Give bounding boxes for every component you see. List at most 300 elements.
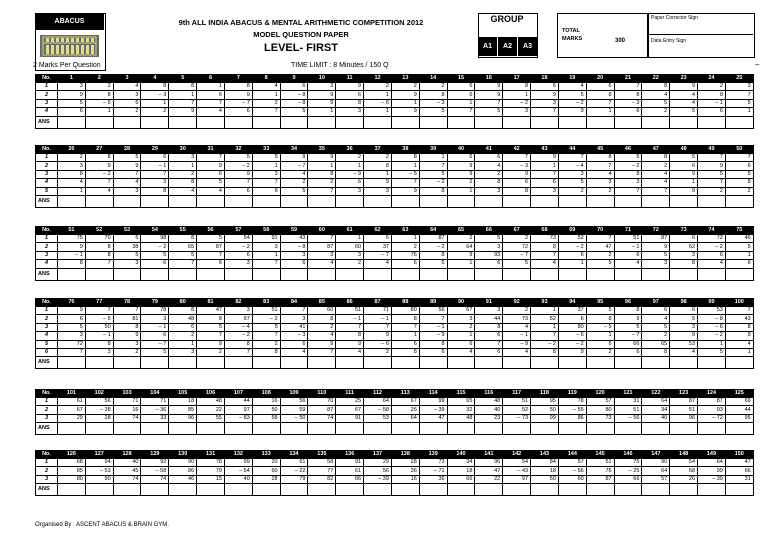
number-row <box>36 332 754 340</box>
answer-cell[interactable] <box>85 484 113 496</box>
answer-cell[interactable] <box>475 357 503 369</box>
question-value: 8 <box>85 91 113 99</box>
answer-cell[interactable] <box>531 116 559 128</box>
question-value: 7 <box>725 307 753 315</box>
answer-cell[interactable] <box>224 268 252 280</box>
question-number: 40 <box>447 146 475 154</box>
answer-cell[interactable] <box>670 357 698 369</box>
question-value: 51 <box>614 235 642 243</box>
answer-cell[interactable] <box>558 423 586 435</box>
question-value: 4 <box>531 260 559 268</box>
answer-cell[interactable] <box>308 195 336 207</box>
answer-cell[interactable] <box>197 195 225 207</box>
answer-cell[interactable] <box>308 116 336 128</box>
answer-cell[interactable] <box>169 423 197 435</box>
answer-cell[interactable] <box>58 423 86 435</box>
answer-cell[interactable] <box>475 268 503 280</box>
answer-cell[interactable] <box>197 116 225 128</box>
question-value: 3 <box>308 83 336 91</box>
question-value: 66 <box>614 340 642 348</box>
answer-cell[interactable] <box>642 268 670 280</box>
answer-cell[interactable] <box>224 484 252 496</box>
answer-cell[interactable] <box>169 268 197 280</box>
answer-cell[interactable] <box>336 195 364 207</box>
answer-cell[interactable] <box>558 484 586 496</box>
question-number: 8 <box>252 75 280 83</box>
question-value: 7 <box>419 162 447 170</box>
question-value: 37 <box>364 243 392 251</box>
answer-cell[interactable] <box>113 268 141 280</box>
answer-cell[interactable] <box>558 357 586 369</box>
answer-cell[interactable] <box>58 268 86 280</box>
row-label: 3 <box>36 323 58 331</box>
answer-cell[interactable] <box>308 268 336 280</box>
question-value: 4 <box>614 260 642 268</box>
answer-row <box>36 484 754 496</box>
question-block <box>35 74 754 129</box>
header-row <box>36 75 754 83</box>
answer-cell[interactable] <box>642 423 670 435</box>
question-number: 4 <box>141 75 169 83</box>
answer-cell[interactable] <box>503 423 531 435</box>
answer-cell[interactable] <box>447 357 475 369</box>
question-value: 7 <box>531 170 559 178</box>
answer-cell[interactable] <box>364 195 392 207</box>
answer-cell[interactable] <box>558 268 586 280</box>
answer-cell[interactable] <box>503 484 531 496</box>
answer-cell[interactable] <box>141 195 169 207</box>
question-value: 8 <box>85 154 113 162</box>
question-block <box>35 226 754 281</box>
number-row <box>36 91 754 99</box>
answer-cell[interactable] <box>252 268 280 280</box>
answer-cell[interactable] <box>169 116 197 128</box>
answer-cell[interactable] <box>614 116 642 128</box>
answer-cell[interactable] <box>364 268 392 280</box>
answer-cell[interactable] <box>280 357 308 369</box>
answer-cell[interactable] <box>725 268 753 280</box>
question-value: 5 <box>224 154 252 162</box>
answer-cell[interactable] <box>280 195 308 207</box>
no-label: No. <box>36 299 58 307</box>
answer-cell[interactable] <box>141 116 169 128</box>
answer-cell[interactable] <box>169 357 197 369</box>
question-value: 60 <box>252 467 280 475</box>
answer-cell[interactable] <box>308 423 336 435</box>
question-value: – 83 <box>224 414 252 422</box>
question-number: 83 <box>252 299 280 307</box>
answer-cell[interactable] <box>419 357 447 369</box>
question-value: 5 <box>113 251 141 259</box>
answer-cell[interactable] <box>642 195 670 207</box>
answer-cell[interactable] <box>586 357 614 369</box>
answer-cell[interactable] <box>58 357 86 369</box>
answer-cell[interactable] <box>586 195 614 207</box>
answer-cell[interactable] <box>642 484 670 496</box>
question-value: 47 <box>586 243 614 251</box>
answer-cell[interactable] <box>391 484 419 496</box>
question-number: 109 <box>280 390 308 398</box>
answer-cell[interactable] <box>252 116 280 128</box>
answer-cell[interactable] <box>531 195 559 207</box>
question-value: 4 <box>113 83 141 91</box>
question-value: 58 <box>308 459 336 467</box>
question-number: 36 <box>336 146 364 154</box>
answer-cell[interactable] <box>614 195 642 207</box>
question-value: 5 <box>419 108 447 116</box>
question-value: 2 <box>308 179 336 187</box>
answer-cell[interactable] <box>447 116 475 128</box>
question-value: 4 <box>169 187 197 195</box>
number-row <box>36 315 754 323</box>
answer-cell[interactable] <box>113 423 141 435</box>
answer-cell[interactable] <box>447 484 475 496</box>
question-value: 70 <box>85 235 113 243</box>
question-value: 29 <box>364 459 392 467</box>
question-value: – 22 <box>280 467 308 475</box>
answer-cell[interactable] <box>614 357 642 369</box>
group-a3: A3 <box>518 37 537 56</box>
answer-cell[interactable] <box>558 116 586 128</box>
answer-cell[interactable] <box>364 116 392 128</box>
answer-cell[interactable] <box>113 116 141 128</box>
answer-cell[interactable] <box>141 423 169 435</box>
question-number: 56 <box>197 227 225 235</box>
answer-cell[interactable] <box>670 268 698 280</box>
answer-cell[interactable] <box>531 484 559 496</box>
answer-cell[interactable] <box>725 484 753 496</box>
paper-corrector-sign: Paper Corrector Sign <box>651 15 698 21</box>
answer-cell[interactable] <box>197 423 225 435</box>
question-value: 9 <box>364 179 392 187</box>
question-value: 71 <box>364 307 392 315</box>
answer-cell[interactable] <box>391 423 419 435</box>
answer-cell[interactable] <box>698 484 726 496</box>
question-number: 75 <box>725 227 753 235</box>
question-value: 64 <box>642 467 670 475</box>
question-value: 1 <box>169 162 197 170</box>
answer-cell[interactable] <box>531 423 559 435</box>
question-value: 96 <box>670 414 698 422</box>
answer-cell[interactable] <box>169 484 197 496</box>
question-value: 5 <box>670 108 698 116</box>
answer-cell[interactable] <box>419 423 447 435</box>
question-value: 7 <box>642 187 670 195</box>
answer-cell[interactable] <box>141 268 169 280</box>
question-value: – 2 <box>85 170 113 178</box>
total-marks-value: 300 <box>614 38 625 44</box>
question-value: 50 <box>531 475 559 483</box>
question-value: – 7 <box>141 340 169 348</box>
answer-cell[interactable] <box>698 116 726 128</box>
answer-cell[interactable] <box>419 195 447 207</box>
answer-cell[interactable] <box>698 195 726 207</box>
answer-cell[interactable] <box>336 357 364 369</box>
answer-cell[interactable] <box>614 484 642 496</box>
number-row <box>36 235 754 243</box>
question-value: 5 <box>141 348 169 356</box>
question-value: 9 <box>670 187 698 195</box>
answer-cell[interactable] <box>364 357 392 369</box>
question-value: – 7 <box>364 251 392 259</box>
answer-cell[interactable] <box>419 484 447 496</box>
question-value: – 3 <box>141 91 169 99</box>
question-value: 1 <box>197 83 225 91</box>
answer-cell[interactable] <box>698 268 726 280</box>
question-number: 106 <box>197 390 225 398</box>
question-value: 36 <box>391 467 419 475</box>
answer-cell[interactable] <box>503 268 531 280</box>
answer-cell[interactable] <box>113 357 141 369</box>
answer-cell[interactable] <box>475 484 503 496</box>
answer-cell[interactable] <box>224 195 252 207</box>
question-value: 3 <box>503 108 531 116</box>
answer-cell[interactable] <box>169 195 197 207</box>
answer-cell[interactable] <box>280 484 308 496</box>
answer-cell[interactable] <box>586 484 614 496</box>
question-value: 91 <box>252 235 280 243</box>
row-label: 2 <box>36 91 58 99</box>
answer-cell[interactable] <box>698 423 726 435</box>
answer-cell[interactable] <box>252 423 280 435</box>
question-value: 8 <box>642 154 670 162</box>
answer-cell[interactable] <box>642 116 670 128</box>
question-value: 48 <box>475 398 503 406</box>
question-value: 8 <box>725 179 753 187</box>
question-number: 107 <box>224 390 252 398</box>
question-value: 4 <box>642 170 670 178</box>
answer-cell[interactable] <box>503 195 531 207</box>
answer-cell[interactable] <box>364 484 392 496</box>
question-value: 6 <box>586 83 614 91</box>
answer-cell[interactable] <box>197 357 225 369</box>
answer-cell[interactable] <box>670 116 698 128</box>
question-value: 46 <box>169 475 197 483</box>
answer-cell[interactable] <box>725 116 753 128</box>
answer-cell[interactable] <box>85 423 113 435</box>
question-value: 5 <box>252 154 280 162</box>
answer-cell[interactable] <box>725 423 753 435</box>
question-value: 9 <box>197 162 225 170</box>
question-value: 1 <box>447 187 475 195</box>
question-value: 52 <box>558 235 586 243</box>
answer-cell[interactable] <box>252 357 280 369</box>
question-value: 3 <box>586 179 614 187</box>
answer-cell[interactable] <box>336 423 364 435</box>
question-value: – 2 <box>419 243 447 251</box>
answer-cell[interactable] <box>391 116 419 128</box>
answer-cell[interactable] <box>642 357 670 369</box>
question-value: 5 <box>586 307 614 315</box>
row-label: 3 <box>36 251 58 259</box>
answer-cell[interactable] <box>419 268 447 280</box>
question-number: 61 <box>336 227 364 235</box>
question-value: 1 <box>725 348 753 356</box>
question-value: 50 <box>252 406 280 414</box>
question-value: 56 <box>85 398 113 406</box>
question-value: 67 <box>391 398 419 406</box>
question-value: 8 <box>642 83 670 91</box>
question-number: 23 <box>670 75 698 83</box>
answer-cell[interactable] <box>447 195 475 207</box>
question-value: 87 <box>698 398 726 406</box>
row-label: 3 <box>36 475 58 483</box>
answer-cell[interactable] <box>252 195 280 207</box>
answer-cell[interactable] <box>85 116 113 128</box>
answer-cell[interactable] <box>558 195 586 207</box>
question-value: 4 <box>336 348 364 356</box>
question-number: 26 <box>58 146 86 154</box>
question-value: 6 <box>58 108 86 116</box>
answer-cell[interactable] <box>58 195 86 207</box>
question-number: 118 <box>531 390 559 398</box>
answer-cell[interactable] <box>725 357 753 369</box>
row-label: 2 <box>36 315 58 323</box>
question-value: 37 <box>558 307 586 315</box>
question-value: 7 <box>725 154 753 162</box>
question-number: 80 <box>169 299 197 307</box>
question-number: 74 <box>698 227 726 235</box>
answer-cell[interactable] <box>475 195 503 207</box>
answer-cell[interactable] <box>85 195 113 207</box>
question-number: 125 <box>725 390 753 398</box>
answer-cell[interactable] <box>85 268 113 280</box>
question-number: 101 <box>58 390 86 398</box>
question-number: 13 <box>391 75 419 83</box>
question-value: 6 <box>642 307 670 315</box>
question-value: 2 <box>698 83 726 91</box>
question-value: 2 <box>447 323 475 331</box>
answer-cell[interactable] <box>614 423 642 435</box>
question-value: 8 <box>670 260 698 268</box>
answer-cell[interactable] <box>252 484 280 496</box>
question-value: 6 <box>586 340 614 348</box>
question-value: 8 <box>614 170 642 178</box>
answer-cell[interactable] <box>614 268 642 280</box>
answer-cell[interactable] <box>113 195 141 207</box>
question-value: 44 <box>224 398 252 406</box>
question-number: 46 <box>614 146 642 154</box>
question-value: 6 <box>280 83 308 91</box>
answer-cell[interactable] <box>670 484 698 496</box>
answer-cell[interactable] <box>586 423 614 435</box>
question-number: 57 <box>224 227 252 235</box>
answer-cell[interactable] <box>224 357 252 369</box>
question-number: 95 <box>586 299 614 307</box>
answer-cell[interactable] <box>586 116 614 128</box>
question-number: 148 <box>670 451 698 459</box>
answer-cell[interactable] <box>58 484 86 496</box>
question-value: 8 <box>336 332 364 340</box>
answer-cell[interactable] <box>224 423 252 435</box>
answer-cell[interactable] <box>141 484 169 496</box>
answer-cell[interactable] <box>447 423 475 435</box>
answer-cell[interactable] <box>336 116 364 128</box>
answer-cell[interactable] <box>586 268 614 280</box>
answer-cell[interactable] <box>336 484 364 496</box>
question-value: 6 <box>725 260 753 268</box>
question-value: 87 <box>308 243 336 251</box>
answer-cell[interactable] <box>85 357 113 369</box>
question-number: 127 <box>85 451 113 459</box>
answer-cell[interactable] <box>113 484 141 496</box>
question-value: 5 <box>141 251 169 259</box>
question-value: 73 <box>419 459 447 467</box>
answer-cell[interactable] <box>280 268 308 280</box>
question-value: 4 <box>670 99 698 107</box>
answer-cell[interactable] <box>531 268 559 280</box>
question-value: 3 <box>58 83 86 91</box>
answer-cell[interactable] <box>698 357 726 369</box>
answer-cell[interactable] <box>670 195 698 207</box>
answer-cell[interactable] <box>419 116 447 128</box>
question-value: 46 <box>725 235 753 243</box>
answer-cell[interactable] <box>391 357 419 369</box>
answer-cell[interactable] <box>58 116 86 128</box>
question-value: 93 <box>475 251 503 259</box>
question-value: – 5 <box>391 170 419 178</box>
answer-cell[interactable] <box>447 268 475 280</box>
question-value: 41 <box>280 323 308 331</box>
question-value: 3 <box>58 162 86 170</box>
question-value: 7 <box>308 348 336 356</box>
answer-cell[interactable] <box>725 195 753 207</box>
question-value: 3 <box>141 179 169 187</box>
question-value: 5 <box>670 315 698 323</box>
question-value: 7 <box>586 235 614 243</box>
question-number: 62 <box>364 227 392 235</box>
question-number: 10 <box>308 75 336 83</box>
question-value: 2 <box>391 83 419 91</box>
answer-cell[interactable] <box>670 423 698 435</box>
answer-cell[interactable] <box>336 268 364 280</box>
answer-cell[interactable] <box>503 116 531 128</box>
question-number: 33 <box>252 146 280 154</box>
answer-cell[interactable] <box>531 357 559 369</box>
question-value: 3 <box>113 340 141 348</box>
answer-cell[interactable] <box>475 116 503 128</box>
question-value: 3 <box>725 83 753 91</box>
question-number: 103 <box>113 390 141 398</box>
answer-cell[interactable] <box>391 268 419 280</box>
answer-cell[interactable] <box>364 423 392 435</box>
answer-cell[interactable] <box>197 484 225 496</box>
question-number: 64 <box>419 227 447 235</box>
answer-cell[interactable] <box>280 423 308 435</box>
answer-cell[interactable] <box>141 357 169 369</box>
question-value: 6 <box>141 260 169 268</box>
question-value: 9 <box>698 162 726 170</box>
answer-cell[interactable] <box>391 195 419 207</box>
question-value: – 38 <box>85 406 113 414</box>
question-value: – 5 <box>85 315 113 323</box>
question-value: 8 <box>58 260 86 268</box>
answer-cell[interactable] <box>503 357 531 369</box>
question-value: 16 <box>391 475 419 483</box>
answer-cell[interactable] <box>224 116 252 128</box>
question-value: 7 <box>169 99 197 107</box>
answer-cell[interactable] <box>475 423 503 435</box>
question-block <box>35 145 754 208</box>
answer-cell[interactable] <box>308 484 336 496</box>
question-value: – 8 <box>280 99 308 107</box>
answer-cell[interactable] <box>308 357 336 369</box>
question-value: – 4 <box>558 162 586 170</box>
question-value: – 39 <box>698 475 726 483</box>
question-value: 4 <box>503 323 531 331</box>
answer-cell[interactable] <box>280 116 308 128</box>
answer-cell[interactable] <box>197 268 225 280</box>
